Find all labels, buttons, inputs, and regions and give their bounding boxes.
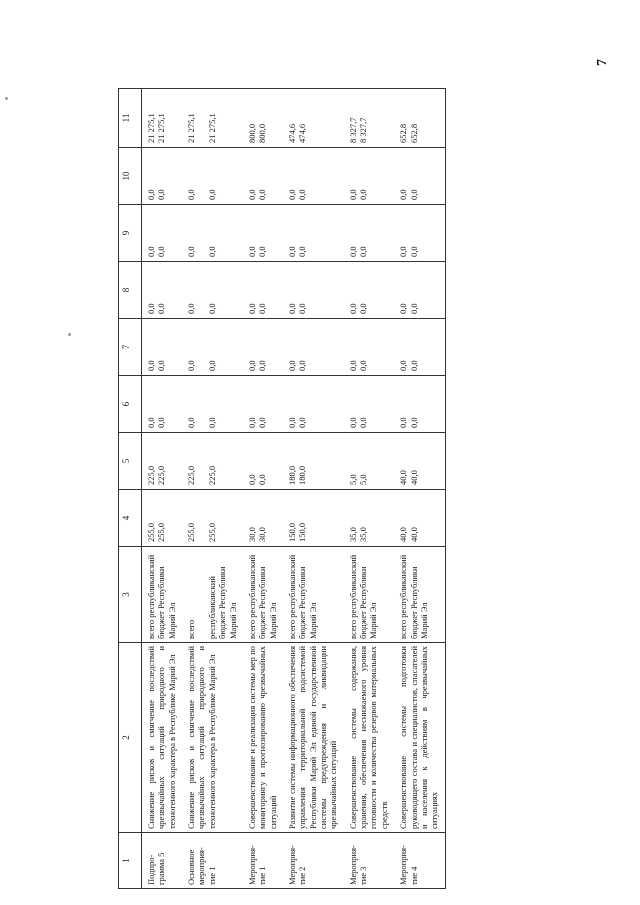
table-row	[344, 89, 394, 889]
value-cell: 0,0 0,0	[182, 262, 243, 319]
row-funding-source-cell: всего республиканский бюджет Республики Марий Эл	[394, 547, 445, 643]
value-cell: 0,0 0,0	[394, 148, 445, 205]
table-row	[142, 89, 183, 889]
value-cell: 255,0 255,0	[182, 490, 243, 547]
row-funding-source-cell: всего республиканский бюджет Республики Марий Эл	[243, 547, 283, 643]
value-cell: 21 275,1 21 275,1	[142, 89, 183, 148]
row-name-cell: Снижение рисков и смягчение последствий чрезвычайных ситуаций природного и техногенного характера в Республике Марий Эл	[182, 643, 243, 833]
column-header: 9	[119, 205, 142, 262]
column-header: 1	[119, 833, 142, 889]
value-cell: 0,0 0,0	[142, 148, 183, 205]
value-cell: 40,0 40,0	[394, 433, 445, 490]
row-code-cell: Мероприя-тие 1	[243, 833, 283, 889]
row-name-cell: Совершенствование системы подготовки руководящего состава и специалистов, спасателей и населения к действиям в чрезвычайных ситуациях	[394, 643, 445, 833]
value-cell: 225,0 225,0	[142, 433, 183, 490]
value-cell: 0,0 0,0	[344, 205, 394, 262]
value-cell: 0,0 0,0	[394, 262, 445, 319]
value-cell: 0,0 0,0	[243, 319, 283, 376]
column-header: 10	[119, 148, 142, 205]
column-header: 2	[119, 643, 142, 833]
table-row	[243, 89, 283, 889]
value-cell: 652,8 652,8	[394, 89, 445, 148]
row-funding-source-cell: всего республиканский бюджет Республики Марий Эл	[283, 547, 344, 643]
column-header: 5	[119, 433, 142, 490]
value-cell: 30,0 30,0	[243, 490, 283, 547]
table-row	[182, 89, 243, 889]
value-cell: 21 275,1 21 275,1	[182, 89, 243, 148]
value-cell: 800,0 800,0	[243, 89, 283, 148]
table-row	[283, 89, 344, 889]
column-header: 6	[119, 376, 142, 433]
value-cell: 0,0 0,0	[283, 205, 344, 262]
value-cell: 255,0 255,0	[142, 490, 183, 547]
value-cell: 225,0 225,0	[182, 433, 243, 490]
scan-speck	[5, 97, 8, 100]
value-cell: 0,0 0,0	[243, 148, 283, 205]
row-name-cell: Совершенствование системы содержания, хранения, обеспечения неснижаемого уровня готовности и количества резервов материальных средств	[344, 643, 394, 833]
row-name-cell: Развитие системы информационного обеспечения управления территориальной подсистемой Республики Марий Эл единой государственной системы предупреждения и ликвидации чрезвычайных ситуаций	[283, 643, 344, 833]
value-cell: 474,6 474,6	[283, 89, 344, 148]
row-code-cell: Мероприя-тие 3	[344, 833, 394, 889]
value-cell: 150,0 150,0	[283, 490, 344, 547]
value-cell: 0,0 0,0	[344, 148, 394, 205]
value-cell: 0,0 0,0	[394, 205, 445, 262]
value-cell: 0,0 0,0	[182, 319, 243, 376]
column-header: 4	[119, 490, 142, 547]
value-cell: 0,0 0,0	[283, 148, 344, 205]
value-cell: 0,0 0,0	[182, 148, 243, 205]
value-cell: 0,0 0,0	[243, 376, 283, 433]
value-cell: 0,0 0,0	[283, 262, 344, 319]
value-cell: 0,0 0,0	[283, 319, 344, 376]
value-cell: 0,0 0,0	[344, 376, 394, 433]
value-cell: 0,0 0,0	[243, 205, 283, 262]
value-cell: 0,0 0,0	[182, 376, 243, 433]
row-code-cell: Мероприя-тие 2	[283, 833, 344, 889]
scan-speck	[68, 333, 71, 336]
value-cell: 35,0 35,0	[344, 490, 394, 547]
value-cell: 40,0 40,0	[394, 490, 445, 547]
value-cell: 0,0 0,0	[182, 205, 243, 262]
row-funding-source-cell: всего республиканский бюджет Республики Марий Эл	[182, 547, 243, 643]
value-cell: 0,0 0,0	[142, 205, 183, 262]
value-cell: 0,0 0,0	[243, 262, 283, 319]
row-code-cell: Мероприя-тие 4	[394, 833, 445, 889]
value-cell: 0,0 0,0	[142, 262, 183, 319]
column-header: 8	[119, 262, 142, 319]
value-cell: 8 327,7 8 327,7	[344, 89, 394, 148]
value-cell: 5,0 5,0	[344, 433, 394, 490]
row-name-cell: Снижение рисков и смягчение последствий чрезвычайных ситуаций природного и техногенного характера в Республике Марий Эл	[142, 643, 183, 833]
row-code-cell: Основное мероприя-тие 1	[182, 833, 243, 889]
value-cell: 0,0 0,0	[142, 319, 183, 376]
value-cell: 0,0 0,0	[283, 376, 344, 433]
rotated-table-container	[118, 89, 534, 889]
column-header: 7	[119, 319, 142, 376]
value-cell: 0,0 0,0	[394, 319, 445, 376]
value-cell: 0,0 0,0	[344, 319, 394, 376]
row-name-cell: Совершенствование и реализация системы мер по мониторингу и прогнозированию чрезвычайных ситуаций	[243, 643, 283, 833]
row-funding-source-cell: всего республиканский бюджет Республики Марий Эл	[344, 547, 394, 643]
table-header-row	[119, 89, 142, 889]
page-number: 7	[595, 59, 610, 66]
value-cell: 180,0 180,0	[283, 433, 344, 490]
value-cell: 0,0 0,0	[344, 262, 394, 319]
row-code-cell: Подпро-грамма 5	[142, 833, 183, 889]
column-header: 11	[119, 89, 142, 148]
value-cell: 0,0 0,0	[394, 376, 445, 433]
row-funding-source-cell: всего республиканский бюджет Республики Марий Эл	[142, 547, 183, 643]
value-cell: 0,0 0,0	[142, 376, 183, 433]
value-cell: 0,0 0,0	[243, 433, 283, 490]
budget-table	[118, 88, 446, 889]
table-row	[394, 89, 445, 889]
column-header: 3	[119, 547, 142, 643]
